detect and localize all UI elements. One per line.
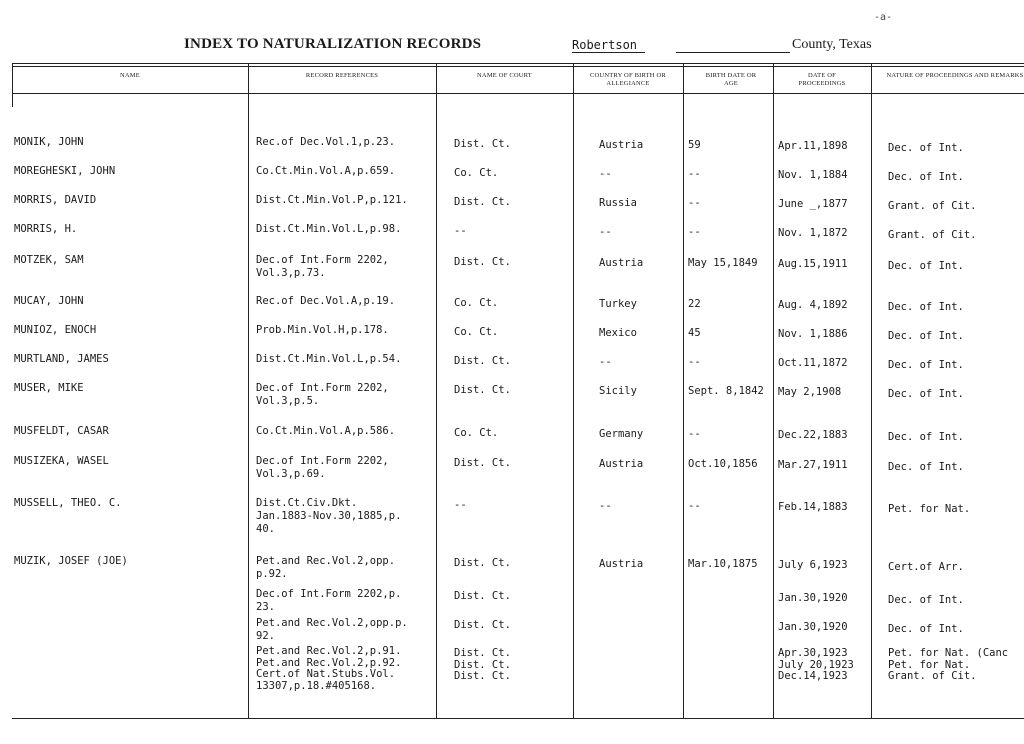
cell-country: Austria (599, 558, 644, 570)
cell-birth-date: 59 (688, 139, 701, 151)
header-top-rule (12, 63, 1024, 64)
header-top-rule-2 (12, 66, 1024, 67)
cell-date-of-proceedings: Apr.30,1923 July 20,1923 Dec.14,1923 (778, 647, 854, 682)
column-divider-5 (773, 63, 774, 718)
cell-birth-date: -- (688, 168, 701, 180)
cell-record-reference: Rec.of Dec.Vol.1,p.23. (256, 136, 396, 148)
cell-country: Sicily (599, 385, 637, 397)
cell-court: Dist. Ct. (454, 384, 511, 396)
cell-record-reference: Dist.Ct.Min.Vol.L,p.54. (256, 353, 402, 365)
cell-name: MUSIZEKA, WASEL (14, 455, 109, 467)
cell-nature: Pet. for Nat. (Canc Pet. for Nat. Grant. of Cit. (888, 647, 1009, 682)
cell-nature: Dec. of Int. (888, 142, 964, 154)
cell-court: Dist. Ct. (454, 138, 511, 150)
cell-country: Austria (599, 458, 644, 470)
cell-name: MUSSELL, THEO. C. (14, 497, 122, 509)
cell-nature: Pet. for Nat. (888, 503, 971, 515)
cell-country: Austria (599, 139, 644, 151)
col-header-birth-date: BIRTH DATE OR AGE (705, 72, 757, 87)
cell-birth-date: Sept. 8,1842 (688, 385, 764, 397)
cell-record-reference: Dist.Ct.Min.Vol.P,p.121. (256, 194, 408, 206)
col-header-court: NAME OF COURT (477, 72, 532, 79)
cell-date-of-proceedings: Nov. 1,1872 (778, 227, 848, 239)
cell-nature: Cert.of Arr. (888, 561, 964, 573)
col-header-name: NAME (120, 72, 140, 79)
col-header-record-references: RECORD REFERENCES (305, 72, 379, 79)
page-bottom-rule (12, 718, 1024, 719)
col-header-country: COUNTRY OF BIRTH OR ALLEGIANCE (590, 72, 666, 87)
header-bottom-rule (12, 93, 1024, 94)
cell-name: MUNIOZ, ENOCH (14, 324, 97, 336)
cell-country: Mexico (599, 327, 637, 339)
cell-nature: Dec. of Int. (888, 388, 964, 400)
cell-record-reference: Dec.of Int.Form 2202, Vol.3,p.5. (256, 382, 389, 407)
cell-date-of-proceedings: Dec.22,1883 (778, 429, 848, 441)
cell-court: Dist. Ct. (454, 590, 511, 602)
cell-nature: Grant. of Cit. (888, 229, 977, 241)
column-divider-2 (436, 63, 437, 718)
cell-birth-date: Oct.10,1856 (688, 458, 758, 470)
cell-record-reference: Co.Ct.Min.Vol.A,p.586. (256, 425, 396, 437)
corner-mark: -a- (874, 12, 893, 23)
cell-name: MOTZEK, SAM (14, 254, 84, 266)
cell-court: Co. Ct. (454, 326, 499, 338)
cell-country: Germany (599, 428, 644, 440)
cell-record-reference: Pet.and Rec.Vol.2,opp. p.92. (256, 555, 396, 580)
cell-court: -- (454, 499, 467, 511)
cell-nature: Dec. of Int. (888, 330, 964, 342)
cell-country: Austria (599, 257, 644, 269)
cell-court: Co. Ct. (454, 167, 499, 179)
cell-record-reference: Dist.Ct.Civ.Dkt. Jan.1883-Nov.30,1885,p. 40. (256, 497, 402, 535)
cell-date-of-proceedings: July 6,1923 (778, 559, 848, 571)
cell-record-reference: Dec.of Int.Form 2202, Vol.3,p.69. (256, 455, 389, 480)
cell-court: Dist. Ct. (454, 619, 511, 631)
cell-nature: Dec. of Int. (888, 260, 964, 272)
cell-date-of-proceedings: Jan.30,1920 (778, 621, 848, 633)
cell-date-of-proceedings: Aug. 4,1892 (778, 299, 848, 311)
cell-birth-date: Mar.10,1875 (688, 558, 758, 570)
column-divider-4 (683, 63, 684, 718)
cell-nature: Dec. of Int. (888, 461, 964, 473)
cell-nature: Dec. of Int. (888, 623, 964, 635)
cell-nature: Dec. of Int. (888, 431, 964, 443)
cell-record-reference: Dist.Ct.Min.Vol.L,p.98. (256, 223, 402, 235)
cell-court: Dist. Ct. (454, 457, 511, 469)
cell-name: MORRIS, DAVID (14, 194, 97, 206)
cell-country: -- (599, 168, 612, 180)
cell-date-of-proceedings: Nov. 1,1886 (778, 328, 848, 340)
county-suffix: County, Texas (792, 37, 872, 52)
cell-date-of-proceedings: May 2,1908 (778, 386, 842, 398)
cell-record-reference: Pet.and Rec.Vol.2,p.91. Pet.and Rec.Vol.2,p.92. Cert.of Nat.Stubs.Vol. 13307,p.18.#405168. (256, 645, 402, 692)
cell-name: MUSER, MIKE (14, 382, 84, 394)
cell-record-reference: Dec.of Int.Form 2202, Vol.3,p.73. (256, 254, 389, 279)
cell-court: -- (454, 225, 467, 237)
cell-name: MUZIK, JOSEF (JOE) (14, 555, 128, 567)
cell-birth-date: -- (688, 428, 701, 440)
col-header-nature: NATURE OF PROCEEDINGS AND REMARKS (886, 72, 1024, 79)
cell-birth-date: May 15,1849 (688, 257, 758, 269)
cell-name: MURTLAND, JAMES (14, 353, 109, 365)
cell-nature: Dec. of Int. (888, 301, 964, 313)
cell-record-reference: Rec.of Dec.Vol.A,p.19. (256, 295, 396, 307)
cell-date-of-proceedings: Mar.27,1911 (778, 459, 848, 471)
cell-country: Russia (599, 197, 637, 209)
cell-birth-date: -- (688, 500, 701, 512)
cell-date-of-proceedings: Aug.15,1911 (778, 258, 848, 270)
cell-name: MORRIS, H. (14, 223, 78, 235)
cell-court: Dist. Ct. (454, 196, 511, 208)
cell-birth-date: 45 (688, 327, 701, 339)
cell-name: MUCAY, JOHN (14, 295, 84, 307)
cell-date-of-proceedings: Feb.14,1883 (778, 501, 848, 513)
cell-country: -- (599, 226, 612, 238)
cell-nature: Dec. of Int. (888, 359, 964, 371)
left-border (12, 63, 13, 107)
cell-court: Dist. Ct. (454, 355, 511, 367)
cell-record-reference: Dec.of Int.Form 2202,p. 23. (256, 588, 402, 613)
cell-name: MOREGHESKI, JOHN (14, 165, 116, 177)
cell-date-of-proceedings: Apr.11,1898 (778, 140, 848, 152)
document-title: INDEX TO NATURALIZATION RECORDS (184, 36, 482, 52)
cell-birth-date: -- (688, 197, 701, 209)
cell-nature: Dec. of Int. (888, 594, 964, 606)
cell-nature: Dec. of Int. (888, 171, 964, 183)
cell-name: MONIK, JOHN (14, 136, 84, 148)
col-header-date-of-proceedings: DATE OF PROCEEDINGS (798, 72, 846, 87)
cell-court: Co. Ct. (454, 297, 499, 309)
cell-date-of-proceedings: Jan.30,1920 (778, 592, 848, 604)
cell-country: -- (599, 356, 612, 368)
cell-birth-date: -- (688, 226, 701, 238)
cell-country: -- (599, 500, 612, 512)
cell-record-reference: Prob.Min.Vol.H,p.178. (256, 324, 389, 336)
column-divider-6 (871, 63, 872, 718)
cell-court: Dist. Ct. (454, 557, 511, 569)
cell-country: Turkey (599, 298, 637, 310)
cell-nature: Grant. of Cit. (888, 200, 977, 212)
cell-record-reference: Co.Ct.Min.Vol.A,p.659. (256, 165, 396, 177)
cell-court: Dist. Ct. Dist. Ct. Dist. Ct. (454, 647, 511, 682)
cell-court: Dist. Ct. (454, 256, 511, 268)
cell-name: MUSFELDT, CASAR (14, 425, 109, 437)
cell-date-of-proceedings: Oct.11,1872 (778, 357, 848, 369)
county-name: Robertson (572, 38, 645, 53)
column-divider-1 (248, 63, 249, 718)
cell-birth-date: 22 (688, 298, 701, 310)
column-divider-3 (573, 63, 574, 718)
county-underline (676, 52, 790, 53)
cell-date-of-proceedings: Nov. 1,1884 (778, 169, 848, 181)
cell-date-of-proceedings: June _,1877 (778, 198, 848, 210)
cell-court: Co. Ct. (454, 427, 499, 439)
cell-record-reference: Pet.and Rec.Vol.2,opp.p. 92. (256, 617, 408, 642)
cell-birth-date: -- (688, 356, 701, 368)
